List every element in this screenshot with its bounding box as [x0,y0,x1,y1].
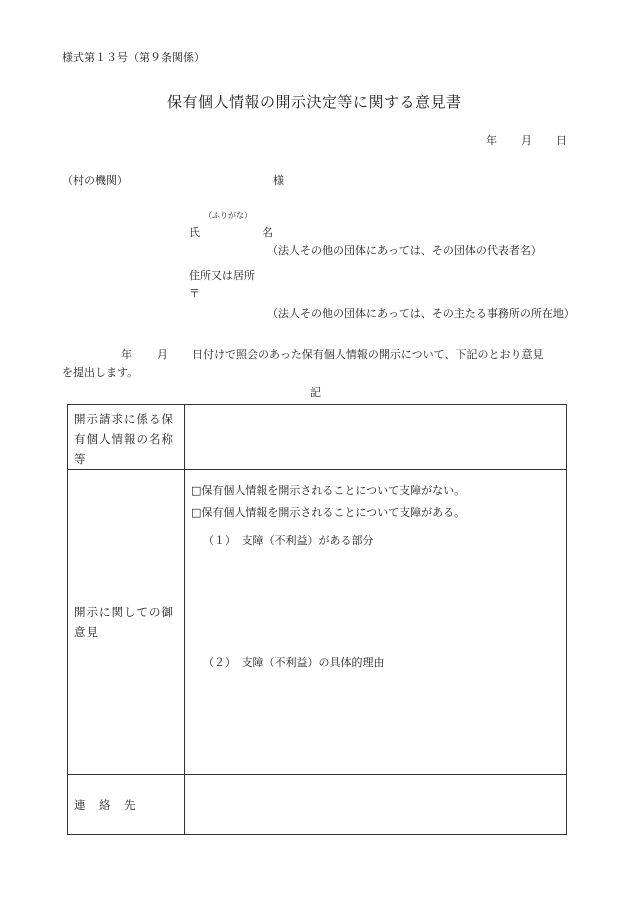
opinion-label-line1: 開示に関しての御 [74,605,174,619]
body-text-line1: 日付けで照会のあった保有個人情報の開示について、下記のとおり意見 [192,348,544,361]
body-month: 月 [157,348,168,361]
body-text-line2: を提出します。 [62,366,139,379]
info-name-label-line2: 有個人情報の名称 [74,432,174,446]
name-label-2: 名 [262,226,273,239]
opinion-table [67,404,567,835]
address-note: （法人その他の団体にあっては、その主たる事務所の所在地） [267,307,575,320]
info-name-label-line1: 開示請求に係る保 [74,412,174,426]
opinion-label-cell [68,470,185,775]
addressee-org: （村の機関） [62,174,128,187]
document-title: 保有個人情報の開示決定等に関する意見書 [167,93,462,111]
table-row-info-name [68,405,567,470]
info-name-label-cell [68,405,185,470]
date-year-label: 年 [486,134,497,147]
item-specific-reason: （２） 支障（不利益）の具体的理由 [203,656,385,669]
info-name-label-line3: 等 [74,452,87,466]
option-issue[interactable]: □保有個人情報を開示されることについて支障がある。 [191,506,466,519]
address-label: 住所又は居所 [189,269,255,282]
contact-label: 連 絡 先 [74,797,137,812]
contact-label-cell [68,775,185,835]
ki-heading: 記 [310,386,321,399]
info-name-input-cell[interactable] [185,405,567,470]
name-note: （法人その他の団体にあっては、その団体の代表者名） [267,244,542,257]
addressee-honorific: 様 [273,174,284,187]
date-month-label: 月 [521,134,532,147]
date-day-label: 日 [556,134,567,147]
contact-input-cell[interactable] [185,775,567,835]
table-row-opinion [68,470,567,775]
option-no-issue[interactable]: □保有個人情報を開示されることについて支障がない。 [191,484,466,497]
furigana-label: （ふりがな） [204,211,252,220]
postal-mark: 〒 [189,287,200,300]
opinion-label-line2: 意見 [74,625,99,639]
opinion-input-cell[interactable] [185,470,567,775]
name-label-1: 氏 [189,226,200,239]
body-year: 年 [121,348,132,361]
item-affected-part: （１） 支障（不利益）がある部分 [203,534,374,547]
form-number: 様式第１３号（第９条関係） [62,51,205,64]
table-row-contact [68,775,567,835]
